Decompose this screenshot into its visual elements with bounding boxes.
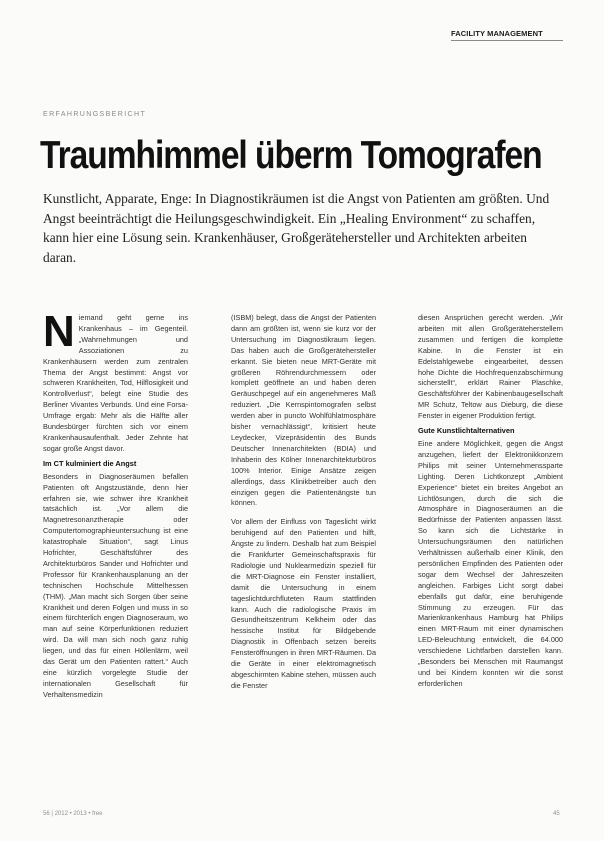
text-column-3 <box>418 313 563 694</box>
article-kicker: ERFAHRUNGSBERICHT <box>43 111 147 118</box>
paragraph <box>43 307 188 455</box>
paragraph-text: iemand geht gerne ins Krankenhaus – im Gegenteil. „Wahrnehmungen und Assoziationen zu Krankenhäusern werden zum zentralen Thema der Angst bestimmt: Angst vor schweren Krankheiten, Tod, Hilflosigkeit und Kontrollverlust“, belegt eine Studie des Berliner Vivantes Verbunds. Und eine Forsa-Umfrage ergab: Mehr als die Hälfte aller Bundesbürger fürchten sich vor einem Krankenhausaufenthalt. Jeder Zehnte hat sogar große Angst davor. <box>43 313 188 453</box>
article-headline: Traumhimmel überm Tomografen <box>40 134 542 177</box>
page-number: 45 <box>553 811 560 817</box>
article-lead: Kunstlicht, Apparate, Enge: In Diagnostikräumen ist die Angst von Patienten am größten. Und Angst beeinträchtigt die Heilungsgeschwindigkeit. Ein „Healing Environment“ zu schaffen, kann hier eine Lösung sein. Krankenhäuser, Großgerätehersteller und Architekten arbeiten daran. <box>43 191 550 265</box>
paragraph: Vor allem der Einfluss von Tageslicht wirkt beruhigend auf den Patienten und hilft, Ängste zu lindern. Deshalb hat zum Beispiel die Frankfurter Gemeinschaftspraxis für Radiologie und Nuklearmedizin speziell für die MRT-Diagnose ein Fenster installiert, damit die Untersuchung in einem tageslichtdurchfluteten Raum stattfinden kann. Auch die radiologische Praxis im Gesundheitszentrum Kelkheim oder das hessische Institut für Bildgebende Diagnostik in Offenbach setzen bereits Fensteröffnungen in ihren MRT-Räumen. Da die Geräte in einer elektromagnetisch abgeschirmten Kabine stehen, müssen auch die Fenster <box>231 517 376 690</box>
section-rule <box>451 40 563 41</box>
subheading: Im CT kulminiert die Angst <box>43 458 137 468</box>
paragraph: diesen Ansprüchen gerecht werden. „Wir arbeiten mit allen Großgeräteherstellern zusammen und fertigen die komplette Kabine. In die Fenster ist ein Edelstahlgewebe eingearbeitet, dessen hohe Dichte die Hochfrequenzabschirmung sicherstellt“, erklärt Rainer Plaschke, Geschäftsführer der Kabinenbaugesellschaft MR Schutz, Teltow aus Dieburg, die diese Fenster in eigener Produktion fertigt. <box>418 313 563 421</box>
section-header: FACILITY MANAGEMENT <box>451 29 543 38</box>
text-column-2 <box>231 313 376 696</box>
paragraph: (ISBM) belegt, dass die Angst der Patienten dann am größten ist, wenn sie kurz vor der Untersuchung im Diagnostikraum liegen. Das haben auch die Großgerätehersteller erkannt. Sie bieten neue MRT-Geräte mit größeren Röhrendurchmessern oder komplett geöffnete an und haben deren Geräuschpegel auf ein angenehmeres Maß reduziert. „Die Kernspintomografen selbst werden aber in puncto Wohlfühlatmosphäre bisher vernachlässigt“, kritisiert heute Leydecker, Vizepräsidentin des Bunds Deutscher Innenarchitekten (BDIA) und Inhaberin des Kölner Innenarchitekturbüros 100% Interior. Einige Ansätze zeigen allerdings, dass Klinikbetreiber auch den einzigen gegen die Patientenängste tun können. <box>231 313 376 508</box>
paragraph: Besonders in Diagnoseräumen befallen Patienten oft Angstzustände, denn hier erfahren sie, wie schwer ihre Krankheit tatsächlich ist. „Vor allem die Magnetresonanztherapie oder Computertomographieuntersuchung ist eine katastrophale Situation“, sagt Linus Hofrichter, Geschäftsführer des Architekturbüros Sander und Hofrichter und Professor für Krankenhausplanung an der technischen Hochschule Mittelhessen (THM). „Man macht sich Sorgen über seine Krankheit und deren Folgen und muss in so einem fürchterlich engen Diagnoseraum, wo man auf seine Körperfunktionen reduziert wird. Da will man sich noch ganz ruhig liegen, und das für einen Höllenlärm, weil das Gerät um den Patienten rattert.“ Auch eine kürzlich vorgelegte Studie der internationalen Gesellschaft für Verhaltensmedizin <box>43 471 188 699</box>
subheading: Gute Kunstlichtalternativen <box>418 426 515 436</box>
footer-folio: 56 | 2012 • 2013 • free <box>43 811 103 817</box>
text-column-1 <box>43 307 188 705</box>
paragraph: Eine andere Möglichkeit, gegen die Angst anzugehen, liefert der Elektronikkonzern Philips mit seiner Unternehmenssparte Lighting. Deren Lichtkonzept „Ambient Experience“ bietet ein breites Angebot an Lichtlösungen, durch die sich die Atmosphäre in Diagnoseräumen an die Bedürfnisse der Patienten anpassen lässt. So kann sich die Lichtstärke in Untersuchungsräumen den natürlichen Verhältnissen außerhalb einer Klinik, den persönlichen Empfinden des Patienten oder sogar dem Wechsel der Jahreszeiten angleichen. Farbiges Licht sorgt dabei ebenfalls gut dafür, eine beruhigende Stimmung zu erzeugen. Für das Marienkrankenhaus Hamburg hat Philips einen MRT-Raum mit einer dynamischen LED-Beleuchtung entwickelt, die 64.000 verschiedene Lichtfarben darstellen kann. „Besonders bei Menschen mit Raumangst und bei Kindern konnten wir die sonst erforderlichen <box>418 438 563 688</box>
drop-cap: N <box>43 307 75 356</box>
